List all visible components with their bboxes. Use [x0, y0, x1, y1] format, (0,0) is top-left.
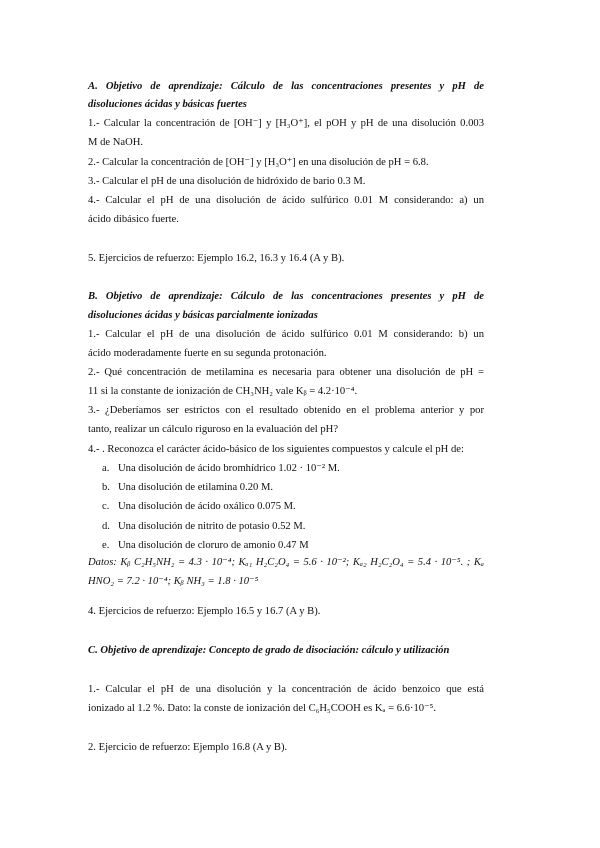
section-a-question-4: 4.- Calcular el pH de una disolución de ácido sulfúrico 0.01 M considerando: a) un: [88, 195, 484, 206]
section-b-question-2: 2.- Qué concentración de metilamina es necesaria para obtener una disolución de pH =: [88, 367, 484, 378]
section-c-refuerzo: 2. Ejercicio de refuerzo: Ejemplo 16.8 (A y B).: [88, 742, 288, 753]
section-b-question-2-cont: 11 si la constante de ionización de CH₃NH₂ vale Kᵦ = 4.2·10⁻⁴.: [88, 386, 358, 397]
section-a-question-2: 2.- Calcular la concentración de [OH⁻] y [H₃O⁺] en una disolución de pH = 6.8.: [88, 157, 429, 168]
section-b-datos: Datos: Kᵦ C₂H₅NH₂ = 4.3 · 10⁻⁴; Kₐ₁ H₂C₂O₄ = 5.6 · 10⁻²; Kₐ₂ H₂C₂O₄ = 5.4 · 10⁻⁵. ; Kₐ: [88, 557, 484, 568]
list-item: [102, 520, 484, 534]
section-c-question-1: 1.- Calcular el pH de una disolución y la concentración de ácido benzoico que está: [88, 684, 484, 695]
section-a-title-cont: disoluciones ácidas y básicas fuertes: [88, 99, 247, 110]
section-c-title: C. Objetivo de aprendizaje: Concepto de grado de disociación: cálculo y utilización: [88, 645, 450, 656]
list-marker: d.: [102, 521, 110, 532]
list-item-text: Una disolución de ácido oxálico 0.075 M.: [118, 501, 296, 512]
section-b-datos-cont: HNO₂ = 7.2 · 10⁻⁴; Kᵦ NH₃ = 1.8 · 10⁻⁵: [88, 576, 259, 587]
list-marker: a.: [102, 463, 110, 474]
section-a-title: A. Objetivo de aprendizaje: Cálculo de las concentraciones presentes y pH de: [88, 81, 484, 92]
section-b-title-cont: disoluciones ácidas y básicas parcialmente ionizadas: [88, 310, 318, 321]
list-item-text: Una disolución de etilamina 0.20 M.: [118, 482, 274, 493]
section-b-question-1-cont: ácido moderadamente fuerte en su segunda protonación.: [88, 348, 327, 359]
section-a-question-1: 1.- Calcular la concentración de [OH⁻] y [H₃O⁺], el pOH y pH de una disolución 0.003: [88, 118, 484, 129]
list-item: [102, 500, 484, 514]
list-marker: e.: [102, 540, 110, 551]
section-a-question-3: 3.- Calcular el pH de una disolución de hidróxido de bario 0.3 M.: [88, 176, 366, 187]
section-a-question-4-cont: ácido dibásico fuerte.: [88, 214, 179, 225]
list-marker: b.: [102, 482, 110, 493]
list-item-text: Una disolución de cloruro de amonio 0.47 M: [118, 540, 309, 551]
section-b-title: B. Objetivo de aprendizaje: Cálculo de las concentraciones presentes y pH de: [88, 291, 484, 302]
section-b-question-1: 1.- Calcular el pH de una disolución de ácido sulfúrico 0.01 M considerando: b) un: [88, 329, 484, 340]
section-a-refuerzo: 5. Ejercicios de refuerzo: Ejemplo 16.2, 16.3 y 16.4 (A y B).: [88, 253, 345, 264]
section-b-question-4: 4.- . Reconozca el carácter ácido-básico de los siguientes compuestos y calcule el pH de:: [88, 444, 464, 455]
list-marker: c.: [102, 501, 110, 512]
section-b-question-3: 3.- ¿Deberíamos ser estrictos con el resultado obtenido en el problema anterior y por: [88, 405, 484, 416]
section-c-question-1-cont: ionizado al 1.2 %. Dato: la conste de ionización del C₆H₅COOH es Kₐ = 6.6·10⁻⁵.: [88, 703, 436, 714]
section-b-question-3-cont: tanto, realizar un cálculo riguroso en la evaluación del pH?: [88, 424, 339, 435]
list-item: [102, 481, 484, 495]
section-a-question-1-cont: M de NaOH.: [88, 137, 144, 148]
list-item: [102, 539, 484, 553]
section-b-refuerzo: 4. Ejercicios de refuerzo: Ejemplo 16.5 y 16.7 (A y B).: [88, 606, 321, 617]
list-item: [102, 462, 484, 476]
list-item-text: Una disolución de nitrito de potasio 0.52 M.: [118, 521, 306, 532]
list-item-text: Una disolución de ácido bromhídrico 1.02 · 10⁻² M.: [118, 463, 340, 474]
